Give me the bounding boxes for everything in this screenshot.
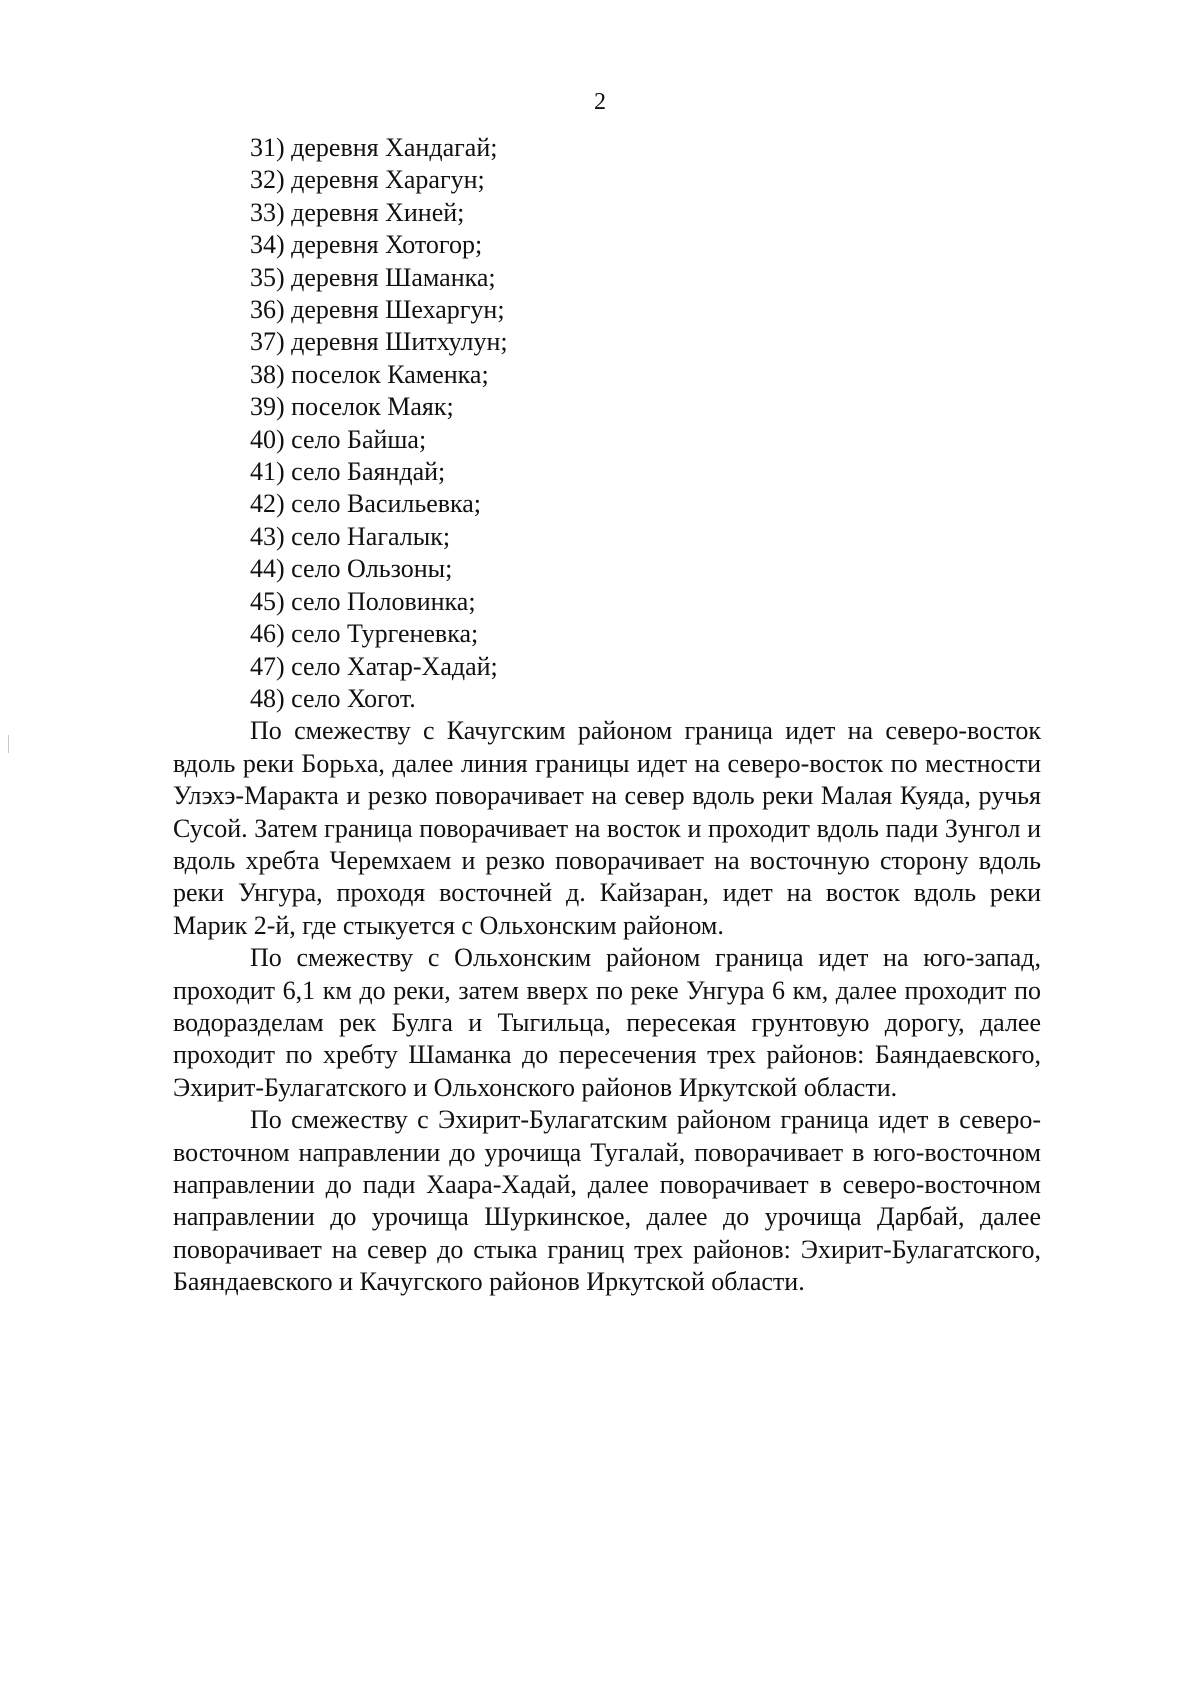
list-item: 38) поселок Каменка; xyxy=(250,359,489,389)
list-item: 44) село Ользоны; xyxy=(250,554,453,584)
paragraph-ekhirit-bulagat-border: По смежеству с Эхирит-Булагатским районом граница идет в северо-восточном направлении до урочища Тугалай, поворачивает в юго-восточном направлении до пади Хаара-Хадай, далее поворачивает в северо-восточном направлении до урочища Шуркинское, далее до урочища Дарбай, далее поворачивает на север до стыка границ трех районов: Эхирит-Булагатского, Баяндаевского и Качугского районов Иркутской области. xyxy=(173,1105,1041,1297)
paragraph-olkhon-border: По смежеству с Ольхонским районом граница идет на юго-запад, проходит 6,1 км до реки, затем вверх по реке Унгура 6 км, далее проходит по водоразделам рек Булга и Тыгильца, пересекая грунтовую дорогу, далее проходит по хребту Шаманка до пересечения трех районов: Баяндаевского, Эхирит-Булагатского и Ольхонского районов Иркутской области. xyxy=(173,943,1041,1102)
settlement-list xyxy=(173,132,1041,715)
list-item: 37) деревня Шитхулун; xyxy=(250,327,508,357)
list-item: 34) деревня Хотогор; xyxy=(250,230,483,260)
list-item: 41) село Баяндай; xyxy=(250,457,446,487)
document-body xyxy=(173,132,1041,1299)
list-item: 36) деревня Шехаргун; xyxy=(250,295,505,325)
scan-margin-mark xyxy=(8,735,9,753)
list-item: 46) село Тургеневка; xyxy=(250,619,479,649)
list-item: 32) деревня Харагун; xyxy=(250,165,485,195)
list-item: 43) село Нагалык; xyxy=(250,521,451,551)
list-item: 40) село Байша; xyxy=(250,424,427,454)
list-item: 35) деревня Шаманка; xyxy=(250,262,496,292)
list-item: 33) деревня Хиней; xyxy=(250,197,465,227)
page-number: 2 xyxy=(594,89,606,115)
list-item: 39) поселок Маяк; xyxy=(250,392,454,422)
list-item: 31) деревня Хандагай; xyxy=(250,133,498,162)
list-item: 45) село Половинка; xyxy=(250,586,476,616)
list-item: 47) село Хатар-Хадай; xyxy=(250,651,498,681)
list-item: 48) село Хогот. xyxy=(250,683,416,713)
paragraph-kachug-border: По смежеству с Качугским районом граница идет на северо-восток вдоль реки Борьха, далее линия границы идет на северо-восток по местности Улэхэ-Маракта и резко поворачивает на север вдоль реки Малая Куяда, ручья Сусой. Затем граница поворачивает на восток и проходит вдоль пади Зунгол и вдоль хребта Черемхаем и резко поворачивает на восточную сторону вдоль реки Унгура, проходя восточней д. Кайзаран, идет на восток вдоль реки Марик 2-й, где стыкуется с Ольхонским районом. xyxy=(173,716,1041,940)
list-item: 42) село Васильевка; xyxy=(250,489,482,519)
